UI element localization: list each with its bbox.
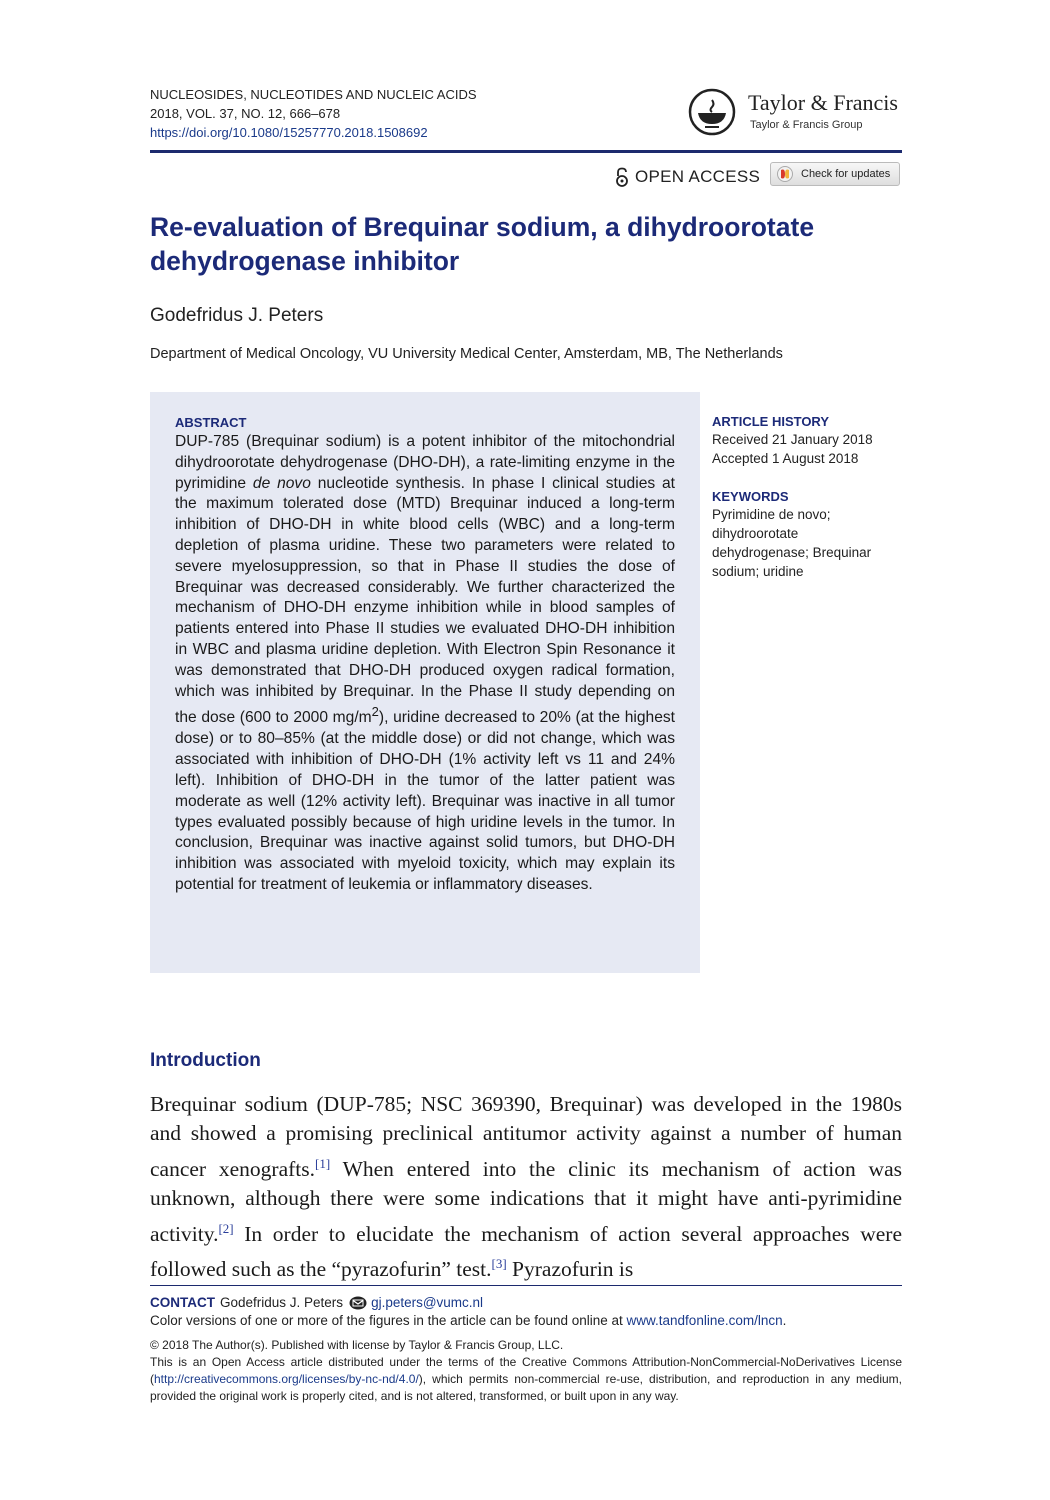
- open-access-badge: [615, 167, 760, 187]
- abstract-box: [150, 392, 700, 973]
- envelope-icon: [349, 1296, 367, 1310]
- intro-part-4: Pyrazofurin is: [506, 1257, 634, 1282]
- journal-volume: 2018, VOL. 37, NO. 12, 666–678: [150, 106, 341, 121]
- open-access-label: OPEN ACCESS: [635, 167, 761, 186]
- article-title: Re-evaluation of Brequinar sodium, a dihydroorotate dehydrogenase inhibitor: [150, 212, 815, 276]
- reference-3-link[interactable]: [3]: [491, 1256, 507, 1272]
- open-lock-icon: [615, 167, 629, 187]
- article-history: [712, 413, 902, 468]
- color-note: [150, 1313, 786, 1328]
- abstract-text: [175, 432, 675, 896]
- author-affiliation: Department of Medical Oncology, VU University Medical Center, Amsterdam, MB, The Netherlands: [150, 346, 783, 362]
- reference-2-link[interactable]: [2]: [218, 1220, 234, 1236]
- abstract-part-3: ), uridine decreased to 20% (at the highest dose) or to 80–85% (at the middle dose) or did not change, which was associated with inhibition of DHO-DH (1% activity left vs 11 and 24% left). Inhibition of DHO-DH in the tumor of the latter patient was moderate as well (12% activity left). Brequinar was inactive in all tumor types evaluated possibly because of high uridine levels in the tumor. In conclusion, Brequinar was inactive against solid tumors, but DHO-DH inhibition was associated with myeloid toxicity, which may explain its potential for treatment of leukemia or inflammatory diseases.: [175, 709, 675, 893]
- accepted-date: Accepted 1 August 2018: [712, 451, 859, 466]
- abstract-superscript: 2: [371, 704, 379, 720]
- crossmark-icon: [777, 166, 793, 182]
- abstract-italic: de novo: [252, 474, 311, 492]
- journal-info: [150, 85, 477, 142]
- tandfonline-link[interactable]: www.tandfonline.com/lncn: [626, 1313, 783, 1328]
- abstract-heading: ABSTRACT: [175, 415, 247, 430]
- contact-label: CONTACT: [150, 1295, 215, 1310]
- introduction-heading: Introduction: [150, 1050, 261, 1071]
- intro-part-2: When entered into the clinic its mechanism of action was unknown, although there were some indications that it might have anti-pyrimidine activity.: [150, 1156, 902, 1246]
- publisher-logo-block: [688, 88, 903, 138]
- license-text: [150, 1354, 902, 1405]
- received-date: Received 21 January 2018: [712, 432, 873, 447]
- publisher-group: Taylor & Francis Group: [750, 119, 863, 131]
- publisher-name: Taylor & Francis: [748, 90, 898, 115]
- contact-email-link[interactable]: gj.peters@vumc.nl: [371, 1295, 484, 1310]
- intro-part-3: In order to elucidate the mechanism of action several approaches were followed such as the “pyrazofurin” test.: [150, 1221, 902, 1282]
- abstract-part-1: DUP-785 (Brequinar sodium) is a potent inhibitor of the mitochondrial dihydroorotate dehydrogenase (DHO-DH), a rate-limiting enzyme in the pyrimidine: [175, 433, 675, 492]
- publisher-logo-icon: [688, 88, 736, 136]
- author-name: Godefridus J. Peters: [150, 305, 324, 326]
- keywords-heading: KEYWORDS: [712, 489, 789, 504]
- check-for-updates-button[interactable]: [770, 162, 900, 186]
- footer-rule: [150, 1285, 902, 1286]
- license-part-2: ), which permits non-commercial re-use, distribution, and reproduction in any medium, provided the original work is properly cited, and is not altered, transformed, or built upon in any way.: [150, 1372, 902, 1403]
- journal-name: NUCLEOSIDES, NUCLEOTIDES AND NUCLEIC ACIDS: [150, 87, 477, 102]
- contact-line: [150, 1295, 483, 1310]
- color-note-end: .: [782, 1313, 787, 1328]
- check-for-updates-label: Check for updates: [801, 168, 891, 180]
- abstract-part-2: nucleotide synthesis. In phase I clinical studies at the maximum tolerated dose (MTD) Brequinar induced a long-term inhibition of DHO-DH in white blood cells (WBC) and a long-term depletion of plasma uridine. These two parameters were related to severe myelosuppression, so that in Phase II studies the dose of Brequinar was decreased considerably. We further characterized the mechanism of DHO-DH enzyme inhibition while in blood samples of patients entered into Phase II studies we evaluated DHO-DH inhibition in WBC and plasma uridine depletion. With Electron Spin Resonance it was demonstrated that DHO-DH produced oxygen radical formation, which was inhibited by Brequinar. In the Phase II study depending on the dose (600 to 2000 mg/m: [175, 474, 676, 727]
- intro-part-1: Brequinar sodium (DUP-785; NSC 369390, Brequinar) was developed in the 1980s and showed a promising preclinical antitumor activity against a number of human cancer xenografts.: [150, 1092, 902, 1181]
- doi-link[interactable]: https://doi.org/10.1080/15257770.2018.1508692: [150, 125, 428, 140]
- color-note-text: Color versions of one or more of the figures in the article can be found online at: [150, 1313, 627, 1328]
- license-link[interactable]: http://creativecommons.org/licenses/by-nc-nd/4.0/: [154, 1372, 419, 1386]
- license-part-1: This is an Open Access article distributed under the terms of the Creative Commons Attribution-NonCommercial-NoDerivatives License (: [150, 1355, 902, 1386]
- contact-name: Godefridus J. Peters: [220, 1295, 344, 1310]
- copyright-notice: © 2018 The Author(s). Published with license by Taylor & Francis Group, LLC.: [150, 1338, 564, 1352]
- keywords-block: [712, 488, 902, 581]
- article-history-heading: ARTICLE HISTORY: [712, 414, 830, 429]
- header-rule: [150, 150, 902, 153]
- keywords-text: Pyrimidine de novo; dihydroorotate dehydrogenase; Brequinar sodium; uridine: [712, 507, 872, 579]
- reference-1-link[interactable]: [1]: [315, 1155, 331, 1171]
- introduction-paragraph: [150, 1090, 902, 1285]
